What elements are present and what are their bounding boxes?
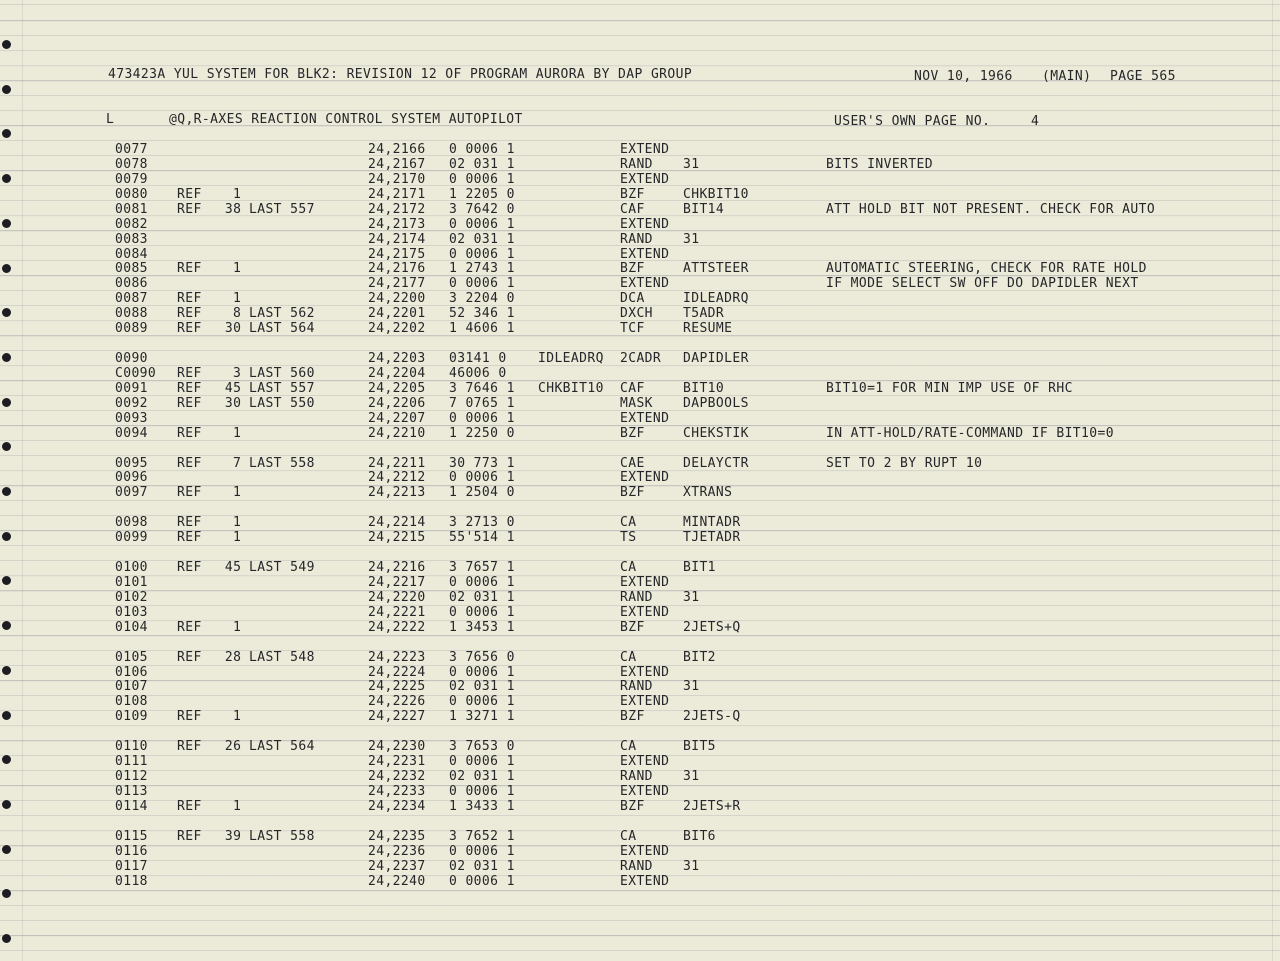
memory-address: 24,2231 bbox=[368, 754, 426, 769]
line-number: C0090 bbox=[115, 366, 157, 381]
line-number: 0077 bbox=[115, 142, 148, 157]
operand: DAPBOOLS bbox=[683, 396, 749, 411]
line-number: 0093 bbox=[115, 411, 148, 426]
operand: 2JETS+R bbox=[683, 799, 741, 814]
octal-code: 02 031 1 bbox=[449, 679, 515, 694]
opcode: EXTEND bbox=[620, 694, 670, 709]
ref-keyword: REF bbox=[177, 187, 202, 202]
last-page-ref: LAST 557 bbox=[249, 381, 315, 396]
tractor-feed-holes bbox=[0, 0, 20, 961]
octal-code: 0 0006 1 bbox=[449, 784, 515, 799]
ref-keyword: REF bbox=[177, 515, 202, 530]
comment: IN ATT-HOLD/RATE-COMMAND IF BIT10=0 bbox=[826, 426, 1114, 441]
ref-count: 30 bbox=[224, 396, 242, 411]
opcode: BZF bbox=[620, 709, 645, 724]
feed-hole bbox=[2, 264, 11, 273]
last-page-ref: LAST 560 bbox=[249, 366, 315, 381]
line-number: 0117 bbox=[115, 859, 148, 874]
octal-code: 1 3433 1 bbox=[449, 799, 515, 814]
octal-code: 0 0006 1 bbox=[449, 172, 515, 187]
last-page-ref: LAST 557 bbox=[249, 202, 315, 217]
opcode: RAND bbox=[620, 232, 653, 247]
opcode: EXTEND bbox=[620, 217, 670, 232]
ref-keyword: REF bbox=[177, 426, 202, 441]
memory-address: 24,2171 bbox=[368, 187, 426, 202]
opcode: EXTEND bbox=[620, 276, 670, 291]
octal-code: 02 031 1 bbox=[449, 232, 515, 247]
operand: 31 bbox=[683, 769, 700, 784]
ref-keyword: REF bbox=[177, 306, 202, 321]
memory-address: 24,2201 bbox=[368, 306, 426, 321]
memory-address: 24,2225 bbox=[368, 679, 426, 694]
ref-keyword: REF bbox=[177, 381, 202, 396]
octal-code: 0 0006 1 bbox=[449, 575, 515, 590]
octal-code: 3 2204 0 bbox=[449, 291, 515, 306]
line-number: 0100 bbox=[115, 560, 148, 575]
last-page-ref: LAST 564 bbox=[249, 739, 315, 754]
memory-address: 24,2215 bbox=[368, 530, 426, 545]
octal-code: 0 0006 1 bbox=[449, 754, 515, 769]
octal-code: 3 7646 1 bbox=[449, 381, 515, 396]
feed-hole bbox=[2, 442, 11, 451]
memory-address: 24,2177 bbox=[368, 276, 426, 291]
section-title: @Q,R-AXES REACTION CONTROL SYSTEM AUTOPILOT bbox=[169, 112, 523, 127]
memory-address: 24,2211 bbox=[368, 456, 426, 471]
octal-code: 1 4606 1 bbox=[449, 321, 515, 336]
memory-address: 24,2232 bbox=[368, 769, 426, 784]
ref-keyword: REF bbox=[177, 261, 202, 276]
line-number: 0118 bbox=[115, 874, 148, 889]
symbol-label: CHKBIT10 bbox=[538, 381, 604, 396]
operand: T5ADR bbox=[683, 306, 725, 321]
ref-keyword: REF bbox=[177, 396, 202, 411]
line-number: 0102 bbox=[115, 590, 148, 605]
memory-address: 24,2224 bbox=[368, 665, 426, 680]
header-date: NOV 10, 1966 bbox=[914, 69, 1013, 84]
feed-hole bbox=[2, 129, 11, 138]
users-page-label: USER'S OWN PAGE NO. bbox=[834, 114, 991, 129]
line-number: 0107 bbox=[115, 679, 148, 694]
feed-hole bbox=[2, 800, 11, 809]
octal-code: 0 0006 1 bbox=[449, 874, 515, 889]
ref-count: 1 bbox=[232, 426, 242, 441]
octal-code: 3 7657 1 bbox=[449, 560, 515, 575]
operand: XTRANS bbox=[683, 485, 733, 500]
opcode: BZF bbox=[620, 426, 645, 441]
feed-hole bbox=[2, 40, 11, 49]
ref-count: 1 bbox=[232, 291, 242, 306]
ref-count: 7 bbox=[232, 456, 242, 471]
line-number: 0079 bbox=[115, 172, 148, 187]
opcode: CA bbox=[620, 650, 637, 665]
octal-code: 0 0006 1 bbox=[449, 411, 515, 426]
operand: 31 bbox=[683, 590, 700, 605]
opcode: EXTEND bbox=[620, 605, 670, 620]
line-number: 0099 bbox=[115, 530, 148, 545]
memory-address: 24,2166 bbox=[368, 142, 426, 157]
feed-hole bbox=[2, 845, 11, 854]
ref-count: 30 bbox=[224, 321, 242, 336]
opcode: CA bbox=[620, 829, 637, 844]
line-number: 0097 bbox=[115, 485, 148, 500]
ref-count: 1 bbox=[232, 261, 242, 276]
octal-code: 0 0006 1 bbox=[449, 844, 515, 859]
memory-address: 24,2175 bbox=[368, 247, 426, 262]
memory-address: 24,2226 bbox=[368, 694, 426, 709]
line-number: 0110 bbox=[115, 739, 148, 754]
memory-address: 24,2174 bbox=[368, 232, 426, 247]
feed-hole bbox=[2, 487, 11, 496]
octal-code: 55'514 1 bbox=[449, 530, 515, 545]
memory-address: 24,2210 bbox=[368, 426, 426, 441]
comment: AUTOMATIC STEERING, CHECK FOR RATE HOLD bbox=[826, 261, 1147, 276]
line-number: 0089 bbox=[115, 321, 148, 336]
last-page-ref: LAST 562 bbox=[249, 306, 315, 321]
comment: BIT10=1 FOR MIN IMP USE OF RHC bbox=[826, 381, 1073, 396]
opcode: EXTEND bbox=[620, 665, 670, 680]
octal-code: 1 2504 0 bbox=[449, 485, 515, 500]
memory-address: 24,2212 bbox=[368, 470, 426, 485]
octal-code: 3 7656 0 bbox=[449, 650, 515, 665]
memory-address: 24,2237 bbox=[368, 859, 426, 874]
memory-address: 24,2220 bbox=[368, 590, 426, 605]
opcode: EXTEND bbox=[620, 470, 670, 485]
ref-count: 3 bbox=[232, 366, 242, 381]
octal-code: 46006 0 bbox=[449, 366, 507, 381]
line-number: 0106 bbox=[115, 665, 148, 680]
octal-code: 1 2250 0 bbox=[449, 426, 515, 441]
memory-address: 24,2240 bbox=[368, 874, 426, 889]
comment: IF MODE SELECT SW OFF DO DAPIDLER NEXT bbox=[826, 276, 1139, 291]
ref-count: 45 bbox=[224, 560, 242, 575]
header-title: 473423A YUL SYSTEM FOR BLK2: REVISION 12 OF PROGRAM AURORA BY DAP GROUP bbox=[108, 67, 693, 82]
line-number: 0088 bbox=[115, 306, 148, 321]
feed-hole bbox=[2, 621, 11, 630]
octal-code: 0 0006 1 bbox=[449, 694, 515, 709]
opcode: CAF bbox=[620, 202, 645, 217]
memory-address: 24,2227 bbox=[368, 709, 426, 724]
ref-keyword: REF bbox=[177, 366, 202, 381]
feed-hole bbox=[2, 576, 11, 585]
memory-address: 24,2214 bbox=[368, 515, 426, 530]
line-number: 0103 bbox=[115, 605, 148, 620]
opcode: 2CADR bbox=[620, 351, 662, 366]
line-number: 0087 bbox=[115, 291, 148, 306]
memory-address: 24,2172 bbox=[368, 202, 426, 217]
line-number: 0085 bbox=[115, 261, 148, 276]
ref-count: 39 bbox=[224, 829, 242, 844]
octal-code: 0 0006 1 bbox=[449, 276, 515, 291]
operand: 2JETS+Q bbox=[683, 620, 741, 635]
operand: BIT10 bbox=[683, 381, 725, 396]
octal-code: 1 3271 1 bbox=[449, 709, 515, 724]
operand: 31 bbox=[683, 232, 700, 247]
ref-keyword: REF bbox=[177, 739, 202, 754]
octal-code: 3 7642 0 bbox=[449, 202, 515, 217]
memory-address: 24,2217 bbox=[368, 575, 426, 590]
octal-code: 3 7653 0 bbox=[449, 739, 515, 754]
operand: 2JETS-Q bbox=[683, 709, 741, 724]
memory-address: 24,2233 bbox=[368, 784, 426, 799]
last-page-ref: LAST 558 bbox=[249, 829, 315, 844]
fold-line-right bbox=[1272, 0, 1273, 961]
ref-count: 28 bbox=[224, 650, 242, 665]
memory-address: 24,2203 bbox=[368, 351, 426, 366]
line-number: 0111 bbox=[115, 754, 148, 769]
opcode: BZF bbox=[620, 485, 645, 500]
comment: BITS INVERTED bbox=[826, 157, 933, 172]
opcode: MASK bbox=[620, 396, 653, 411]
memory-address: 24,2221 bbox=[368, 605, 426, 620]
operand: DAPIDLER bbox=[683, 351, 749, 366]
ref-keyword: REF bbox=[177, 829, 202, 844]
line-number: 0080 bbox=[115, 187, 148, 202]
feed-hole bbox=[2, 889, 11, 898]
ref-count: 45 bbox=[224, 381, 242, 396]
operand: 31 bbox=[683, 679, 700, 694]
operand: ATTSTEER bbox=[683, 261, 749, 276]
opcode: EXTEND bbox=[620, 575, 670, 590]
opcode: CAE bbox=[620, 456, 645, 471]
octal-code: 02 031 1 bbox=[449, 590, 515, 605]
memory-address: 24,2222 bbox=[368, 620, 426, 635]
line-number: 0104 bbox=[115, 620, 148, 635]
ref-keyword: REF bbox=[177, 799, 202, 814]
line-number: 0105 bbox=[115, 650, 148, 665]
opcode: DXCH bbox=[620, 306, 653, 321]
header-segment: (MAIN) bbox=[1042, 69, 1092, 84]
memory-address: 24,2230 bbox=[368, 739, 426, 754]
ref-keyword: REF bbox=[177, 709, 202, 724]
ref-count: 1 bbox=[232, 620, 242, 635]
header-page-number: PAGE 565 bbox=[1110, 69, 1176, 84]
operand: MINTADR bbox=[683, 515, 741, 530]
line-number: 0092 bbox=[115, 396, 148, 411]
ref-keyword: REF bbox=[177, 620, 202, 635]
opcode: CAF bbox=[620, 381, 645, 396]
opcode: RAND bbox=[620, 157, 653, 172]
comment: SET TO 2 BY RUPT 10 bbox=[826, 456, 983, 471]
octal-code: 0 0006 1 bbox=[449, 217, 515, 232]
memory-address: 24,2202 bbox=[368, 321, 426, 336]
line-number: 0109 bbox=[115, 709, 148, 724]
feed-hole bbox=[2, 353, 11, 362]
octal-code: 1 2205 0 bbox=[449, 187, 515, 202]
opcode: TS bbox=[620, 530, 637, 545]
feed-hole bbox=[2, 308, 11, 317]
operand: RESUME bbox=[683, 321, 733, 336]
operand: TJETADR bbox=[683, 530, 741, 545]
opcode: BZF bbox=[620, 620, 645, 635]
line-number: 0083 bbox=[115, 232, 148, 247]
ref-keyword: REF bbox=[177, 456, 202, 471]
opcode: BZF bbox=[620, 187, 645, 202]
line-number: 0096 bbox=[115, 470, 148, 485]
opcode: EXTEND bbox=[620, 411, 670, 426]
line-number: 0082 bbox=[115, 217, 148, 232]
memory-address: 24,2173 bbox=[368, 217, 426, 232]
feed-hole bbox=[2, 934, 11, 943]
octal-code: 30 773 1 bbox=[449, 456, 515, 471]
symbol-label: IDLEADRQ bbox=[538, 351, 604, 366]
ref-count: 8 bbox=[232, 306, 242, 321]
comment: ATT HOLD BIT NOT PRESENT. CHECK FOR AUTO bbox=[826, 202, 1156, 217]
operand: BIT2 bbox=[683, 650, 716, 665]
ref-keyword: REF bbox=[177, 202, 202, 217]
opcode: RAND bbox=[620, 679, 653, 694]
feed-hole bbox=[2, 85, 11, 94]
last-page-ref: LAST 548 bbox=[249, 650, 315, 665]
opcode: EXTEND bbox=[620, 754, 670, 769]
line-number: 0098 bbox=[115, 515, 148, 530]
opcode: EXTEND bbox=[620, 874, 670, 889]
operand: BIT5 bbox=[683, 739, 716, 754]
opcode: EXTEND bbox=[620, 247, 670, 262]
line-number: 0114 bbox=[115, 799, 148, 814]
operand: CHEKSTIK bbox=[683, 426, 749, 441]
feed-hole bbox=[2, 666, 11, 675]
operand: CHKBIT10 bbox=[683, 187, 749, 202]
ref-keyword: REF bbox=[177, 321, 202, 336]
opcode: CA bbox=[620, 739, 637, 754]
memory-address: 24,2206 bbox=[368, 396, 426, 411]
octal-code: 52 346 1 bbox=[449, 306, 515, 321]
fold-line-left bbox=[22, 0, 23, 961]
memory-address: 24,2223 bbox=[368, 650, 426, 665]
ref-count: 38 bbox=[224, 202, 242, 217]
opcode: CA bbox=[620, 560, 637, 575]
opcode: CA bbox=[620, 515, 637, 530]
octal-code: 0 0006 1 bbox=[449, 247, 515, 262]
line-number: 0084 bbox=[115, 247, 148, 262]
ref-keyword: REF bbox=[177, 650, 202, 665]
memory-address: 24,2236 bbox=[368, 844, 426, 859]
last-page-ref: LAST 564 bbox=[249, 321, 315, 336]
last-page-ref: LAST 550 bbox=[249, 396, 315, 411]
octal-code: 03141 0 bbox=[449, 351, 507, 366]
operand: 31 bbox=[683, 859, 700, 874]
line-number: 0116 bbox=[115, 844, 148, 859]
memory-address: 24,2204 bbox=[368, 366, 426, 381]
opcode: DCA bbox=[620, 291, 645, 306]
feed-hole bbox=[2, 219, 11, 228]
memory-address: 24,2235 bbox=[368, 829, 426, 844]
octal-code: 02 031 1 bbox=[449, 157, 515, 172]
opcode: EXTEND bbox=[620, 844, 670, 859]
memory-address: 24,2234 bbox=[368, 799, 426, 814]
opcode: EXTEND bbox=[620, 172, 670, 187]
ref-keyword: REF bbox=[177, 485, 202, 500]
ref-count: 1 bbox=[232, 709, 242, 724]
octal-code: 1 2743 1 bbox=[449, 261, 515, 276]
memory-address: 24,2216 bbox=[368, 560, 426, 575]
opcode: EXTEND bbox=[620, 142, 670, 157]
ref-count: 1 bbox=[232, 485, 242, 500]
line-number: 0086 bbox=[115, 276, 148, 291]
line-number: 0101 bbox=[115, 575, 148, 590]
octal-code: 3 7652 1 bbox=[449, 829, 515, 844]
octal-code: 3 2713 0 bbox=[449, 515, 515, 530]
line-number: 0090 bbox=[115, 351, 148, 366]
operand: IDLEADRQ bbox=[683, 291, 749, 306]
line-number: 0112 bbox=[115, 769, 148, 784]
octal-code: 1 3453 1 bbox=[449, 620, 515, 635]
opcode: BZF bbox=[620, 799, 645, 814]
ref-count: 1 bbox=[232, 515, 242, 530]
ref-count: 26 bbox=[224, 739, 242, 754]
opcode: TCF bbox=[620, 321, 645, 336]
line-number: 0108 bbox=[115, 694, 148, 709]
memory-address: 24,2167 bbox=[368, 157, 426, 172]
feed-hole bbox=[2, 398, 11, 407]
memory-address: 24,2176 bbox=[368, 261, 426, 276]
last-page-ref: LAST 549 bbox=[249, 560, 315, 575]
octal-code: 0 0006 1 bbox=[449, 470, 515, 485]
opcode: RAND bbox=[620, 859, 653, 874]
operand: BIT1 bbox=[683, 560, 716, 575]
line-number: 0078 bbox=[115, 157, 148, 172]
operand: BIT6 bbox=[683, 829, 716, 844]
feed-hole bbox=[2, 174, 11, 183]
feed-hole bbox=[2, 755, 11, 764]
opcode: BZF bbox=[620, 261, 645, 276]
memory-address: 24,2207 bbox=[368, 411, 426, 426]
line-number: 0094 bbox=[115, 426, 148, 441]
feed-hole bbox=[2, 711, 11, 720]
operand: 31 bbox=[683, 157, 700, 172]
line-number: 0095 bbox=[115, 456, 148, 471]
ref-keyword: REF bbox=[177, 560, 202, 575]
octal-code: 7 0765 1 bbox=[449, 396, 515, 411]
opcode: RAND bbox=[620, 590, 653, 605]
ref-count: 1 bbox=[232, 187, 242, 202]
line-number: 0113 bbox=[115, 784, 148, 799]
ref-count: 1 bbox=[232, 799, 242, 814]
line-number: 0091 bbox=[115, 381, 148, 396]
ref-keyword: REF bbox=[177, 530, 202, 545]
line-number: 0115 bbox=[115, 829, 148, 844]
octal-code: 02 031 1 bbox=[449, 859, 515, 874]
ref-count: 1 bbox=[232, 530, 242, 545]
feed-hole bbox=[2, 532, 11, 541]
memory-address: 24,2213 bbox=[368, 485, 426, 500]
ref-keyword: REF bbox=[177, 291, 202, 306]
opcode: EXTEND bbox=[620, 784, 670, 799]
users-page-number: 4 bbox=[1031, 114, 1040, 129]
section-marker: L bbox=[106, 112, 115, 127]
octal-code: 0 0006 1 bbox=[449, 605, 515, 620]
memory-address: 24,2200 bbox=[368, 291, 426, 306]
operand: DELAYCTR bbox=[683, 456, 749, 471]
operand: BIT14 bbox=[683, 202, 725, 217]
line-number: 0081 bbox=[115, 202, 148, 217]
octal-code: 0 0006 1 bbox=[449, 665, 515, 680]
octal-code: 0 0006 1 bbox=[449, 142, 515, 157]
octal-code: 02 031 1 bbox=[449, 769, 515, 784]
memory-address: 24,2170 bbox=[368, 172, 426, 187]
last-page-ref: LAST 558 bbox=[249, 456, 315, 471]
memory-address: 24,2205 bbox=[368, 381, 426, 396]
opcode: RAND bbox=[620, 769, 653, 784]
